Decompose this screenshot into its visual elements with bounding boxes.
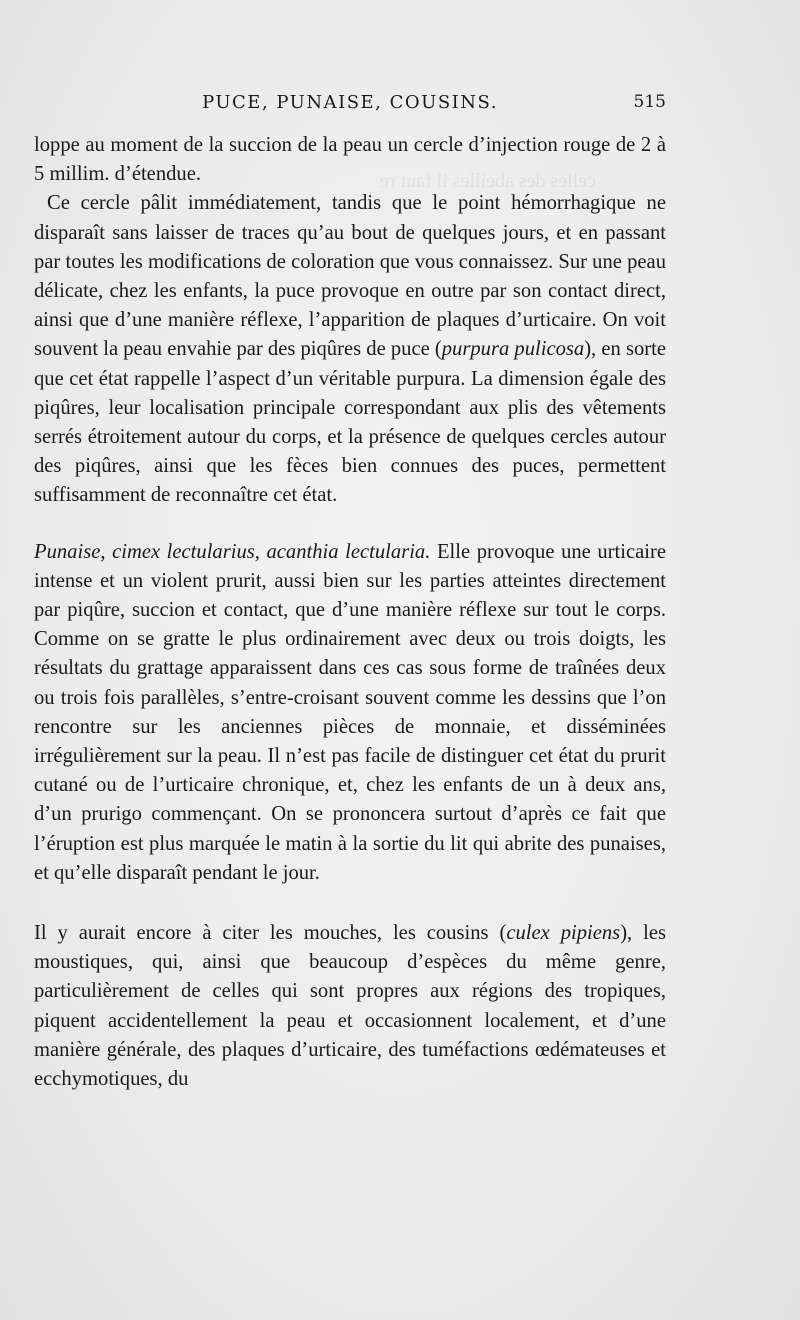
italic-term: culex pipiens — [506, 922, 621, 945]
text-run: Ce cercle pâlit immédiatement, tandis que le point hémorrhagique ne disparaît sans laisser de traces qu’au bout de quelques jours, et en passant par toutes les modifications de coloration que vous connaissez. Sur une peau délicate, chez les enfants, la puce provoque en outre par son contact direct, ainsi que d’une manière réflexe, l’apparition de plaques d’urticaire. On voit souvent la peau envahie par des piqûres de puce ( — [34, 192, 666, 361]
running-head — [34, 92, 666, 116]
paragraph-puce — [34, 189, 666, 510]
paragraph-cousins — [34, 919, 666, 1094]
bleed-through-mark: celles des abeilles il faut re — [380, 170, 597, 192]
paragraph-punaise — [34, 538, 666, 888]
running-title: PUCE, PUNAISE, COUSINS. — [202, 92, 498, 113]
text-run: loppe au moment de la succion de la peau un cercle d’injection rouge de 2 à 5 millim. d’étendue. — [34, 134, 666, 186]
section-heading-italic: Punaise, cimex lectularius, acanthia lectularia. — [34, 540, 431, 563]
page-number: 515 — [633, 92, 666, 112]
paragraph-continuation — [34, 131, 666, 189]
text-run: Il y aurait encore à citer les mouches, les cousins ( — [34, 922, 507, 945]
text-run: ), les moustiques, qui, ainsi que beaucoup d’espèces du même genre, particulièrement de celles qui sont propres aux régions des tropiques, piquent accidentellement la peau et occasionnent localement, et d’une manière générale, des plaques d’urticaire, des tuméfactions œdémateuses et ecchymotiques, du — [34, 922, 666, 1091]
italic-term: purpura pulicosa — [441, 338, 585, 361]
text-run: ), en sorte que cet état rappelle l’aspect d’un véritable purpura. La dimension égale des piqûres, leur localisation principale correspondant aux plis des vêtements serrés étroitement autour du corps, et la présence de quelques cercles autour des piqûres, ainsi que les fèces bien connues des puces, permettent suffisamment de reconnaître cet état. — [34, 338, 666, 507]
page-body — [34, 131, 666, 1094]
text-run: Elle provoque une urticaire intense et un violent prurit, aussi bien sur les parties atteintes directement par piqûre, succion et contact, que d’une manière réflexe sur tout le corps. Comme on se gratte le plus ordinairement avec deux ou trois doigts, les résultats du grattage apparaissent dans ces cas sous forme de traînées deux ou trois fois parallèles, s’entre-croisant souvent comme les dessins que l’on rencontre sur les anciennes pièces de monnaie, et disséminées irrégulièrement sur la peau. Il n’est pas facile de distinguer cet état du prurit cutané ou de l’urticaire chronique, et, chez les enfants de un à deux ans, d’un prurigo commençant. On se prononcera surtout d’après ce fait que l’éruption est plus marquée le matin à la sortie du lit qui abrite des punaises, et qu’elle disparaît pendant le jour. — [34, 540, 666, 884]
